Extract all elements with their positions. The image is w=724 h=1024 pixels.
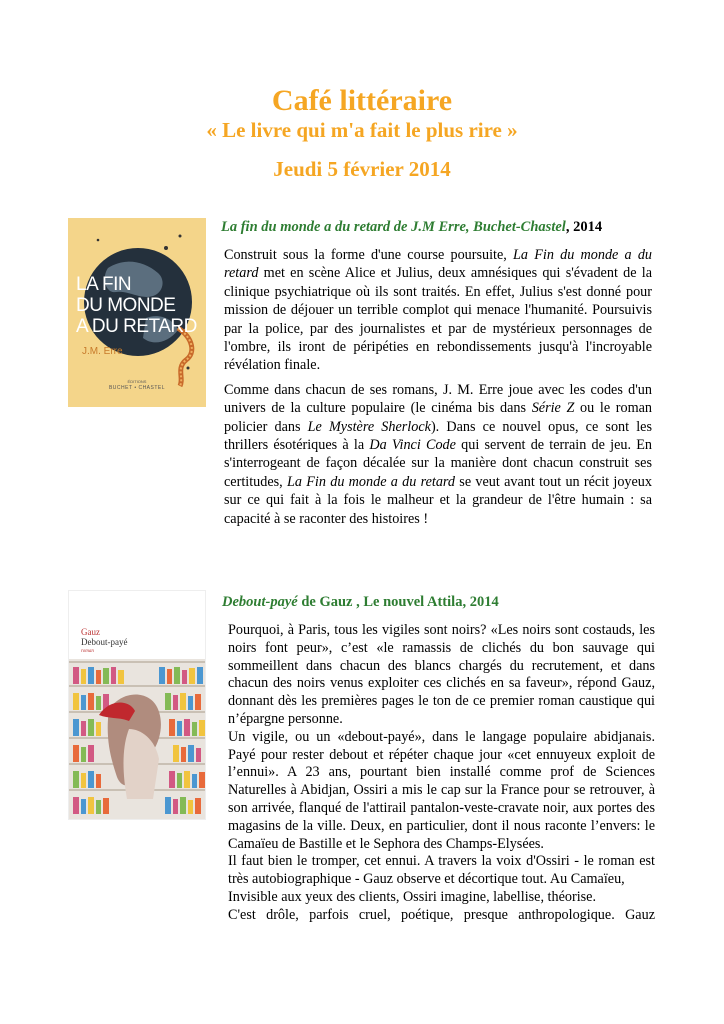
book1-paragraph-1 bbox=[224, 246, 652, 375]
text-span-italic: Le Mystère Sherlock bbox=[307, 418, 431, 435]
book1-heading-year: , 2014 bbox=[565, 219, 603, 235]
book2-cover-title: Debout-payé bbox=[81, 637, 128, 647]
text-span-italic: La Fin du monde a du retard bbox=[286, 473, 456, 490]
book2-paragraph-2: Un vigile, ou un «debout-payé», dans le langage populaire abidjanais. Payé pour rester debout et répéter chaque jour «cet ennuyeux exploit de l’ennui». A 23 ans, pourtant bien installé comme prof de Sciences Naturelles à Abidjan, Ossiri a mis le cap sur la France pour se retrouver, à son arrivée, flanqué de l'attirail pantalon-veste-cravate noir, aux portes des magasins de la ville. Deux, en particulier, dont il nous raconte l’envers: le Camaïeu de Bastille et le Sephora des Champs-Elysées. bbox=[228, 728, 655, 852]
text-span: Construit sous la forme d'une course poursuite, bbox=[224, 247, 514, 263]
text-span-italic: Série Z bbox=[531, 400, 575, 417]
cover-title-line2: DU MONDE bbox=[76, 295, 176, 316]
book2-paragraph-5: C'est drôle, parfois cruel, poétique, presque anthropologique. Gauz bbox=[228, 906, 655, 923]
book2-paragraph-1: Pourquoi, à Paris, tous les vigiles sont noirs? «Les noirs sont costauds, les noirs font peur», c’est «le ramassis de clichés du bon sauvage qui sommeillent dans chacun des blancs chargés du recrutement, et dans chacun des noirs venus exploiter ces clichés en sa faveur», répond Gauz, donnant dès les premières pages le ton de ce premier roman caustique qui n’épargne personne. bbox=[228, 622, 655, 727]
book1-heading-title: La fin du monde a du retard de J.M Erre, Buchet-Chastel bbox=[221, 219, 566, 235]
book1-cover bbox=[68, 218, 206, 407]
page-title: Café littéraire bbox=[271, 84, 453, 117]
book2-cover bbox=[68, 590, 206, 820]
book1-cover-publisher: BUCHET • CHASTEL bbox=[108, 385, 166, 391]
text-span: met en scène Alice et Julius, deux amnésiques qui s'évadent de la clinique psychiatrique où ils sont traités. En effet, Julius s'est donné pour mission de déjouer un terrible complot qui menace l'humanité. Poursuivis par la police, par des journalistes et par de mystérieux personnages de l'ombre, ils iront de péripéties en rebondissements jusqu'à l'incroyable révélation finale. bbox=[224, 265, 652, 374]
book2-heading-rest: de Gauz , Le nouvel Attila, 2014 bbox=[297, 594, 499, 610]
book1-cover-publisher-small: ÉDITIONS bbox=[127, 379, 147, 384]
page-subtitle: « Le livre qui m'a fait le plus rire » bbox=[206, 118, 518, 142]
book1-heading bbox=[221, 219, 602, 236]
book2-paragraph-4: Invisible aux yeux des clients, Ossiri imagine, labellise, théorise. bbox=[228, 888, 597, 905]
text-span: ou le roman policier dans bbox=[224, 400, 653, 435]
cover-title-line3: A DU RETARD bbox=[76, 316, 197, 337]
book1-paragraph-2 bbox=[224, 381, 652, 528]
book2-cover-genre: roman bbox=[81, 649, 94, 654]
book2-cover-photo bbox=[69, 659, 206, 819]
text-span: ). Dans ce nouvel opus, ce sont les thrillers ésotériques à la bbox=[224, 418, 652, 454]
book1-cover-title bbox=[76, 274, 197, 337]
book2-heading bbox=[222, 594, 499, 611]
book1-description bbox=[224, 246, 652, 528]
event-date: Jeudi 5 février 2014 bbox=[273, 157, 451, 181]
book1-cover-author: J.M. Erre bbox=[82, 346, 123, 357]
text-span-italic: Da Vinci Code bbox=[369, 437, 456, 454]
book2-cover-author: Gauz bbox=[81, 627, 100, 637]
book2-heading-title: Debout-payé bbox=[222, 594, 298, 610]
book2-description bbox=[228, 622, 655, 925]
book2-paragraph-3: Il faut bien le tromper, cet ennui. A travers la voix d'Ossiri - le roman est très autobiographique - Gauz observe et décortique tout. Au Camaïeu, bbox=[228, 853, 655, 888]
text-span: qui servent de terrain de jeu. En s'interrogeant de façon décalée sur la manière dont chacun construit ses certitudes, bbox=[224, 437, 652, 490]
text-span: Comme dans chacun de ses romans, J. M. Erre joue avec les codes d'un univers de la culture populaire (le cinéma bis dans bbox=[224, 381, 652, 417]
cover-title-line1: LA FIN bbox=[76, 274, 132, 295]
text-span: se veut avant tout un récit joyeux sur ce qui fait à la fois le malheur et la grandeur de l'être humain : sa capacité à se raconter des histoires ! bbox=[224, 473, 652, 527]
text-span-italic: La Fin du monde a du retard bbox=[224, 247, 653, 282]
